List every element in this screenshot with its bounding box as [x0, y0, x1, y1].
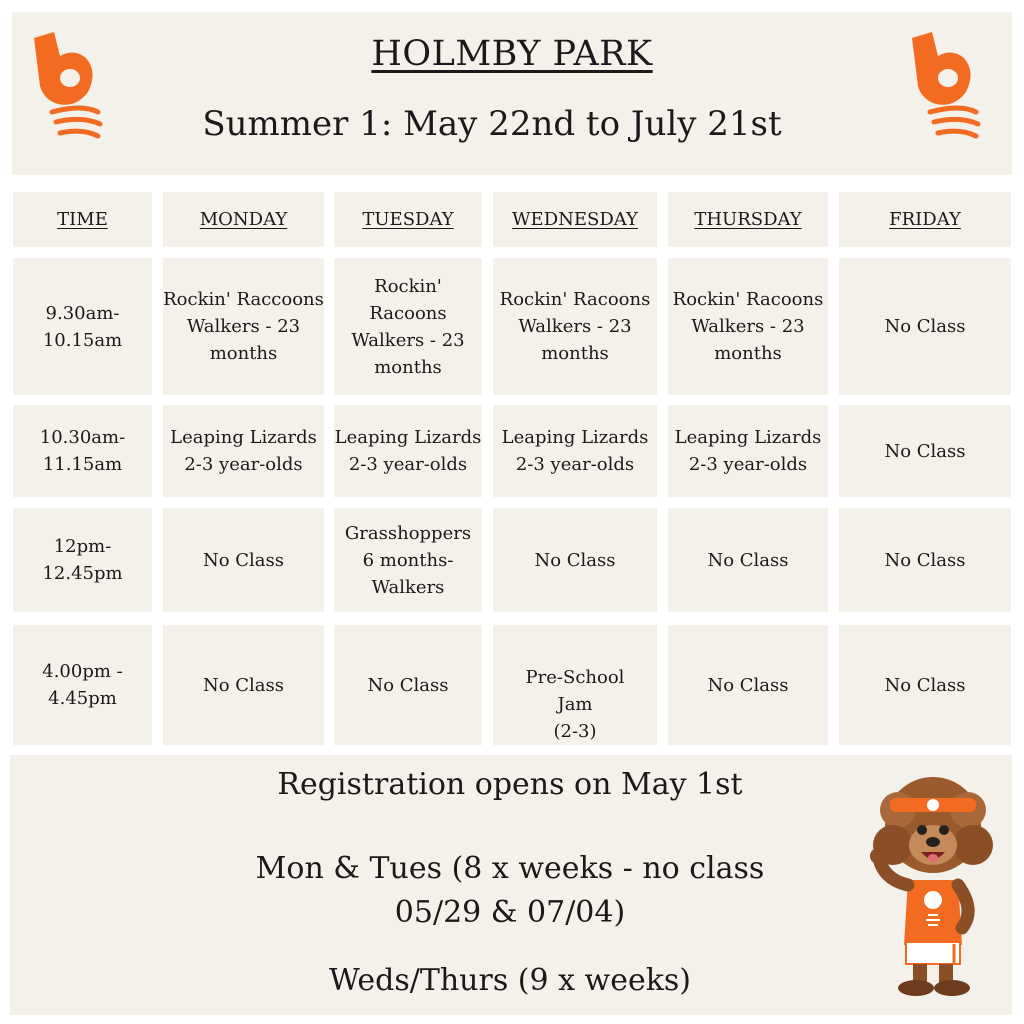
class-cell: No Class — [493, 508, 657, 612]
time-cell: 4.00pm - 4.45pm — [13, 625, 152, 745]
class-cell: Rockin' Racoons Walkers - 23 months — [668, 258, 828, 395]
class-cell: No Class — [839, 405, 1011, 497]
time-cell: 12pm- 12.45pm — [13, 508, 152, 612]
column-header-time: TIME — [13, 192, 152, 247]
dog-mascot-icon — [858, 770, 1008, 1000]
time-cell: 10.30am- 11.15am — [13, 405, 152, 497]
class-cell: Grasshoppers 6 months- Walkers — [334, 508, 482, 612]
b-logo-icon — [890, 16, 990, 146]
column-header-tuesday: TUESDAY — [334, 192, 482, 247]
class-cell: Leaping Lizards 2-3 year-olds — [334, 405, 482, 497]
b-logo-icon — [12, 16, 112, 146]
column-header-monday: MONDAY — [163, 192, 324, 247]
column-header-wednesday: WEDNESDAY — [493, 192, 657, 247]
class-cell: Rockin' Racoons Walkers - 23 months — [493, 258, 657, 395]
class-cell: No Class — [839, 508, 1011, 612]
time-cell: 9.30am- 10.15am — [13, 258, 152, 395]
class-cell: No Class — [839, 258, 1011, 395]
class-cell: Pre-School Jam (2-3) — [493, 625, 657, 745]
column-header-thursday: THURSDAY — [668, 192, 828, 247]
class-cell: Leaping Lizards 2-3 year-olds — [668, 405, 828, 497]
class-cell: Leaping Lizards 2-3 year-olds — [493, 405, 657, 497]
page-subtitle: Summer 1: May 22nd to July 21st — [202, 104, 782, 144]
class-cell: No Class — [163, 625, 324, 745]
header-panel — [12, 12, 1012, 175]
class-cell: No Class — [163, 508, 324, 612]
weds-thurs-text: Weds/Thurs (9 x weeks) — [328, 963, 692, 998]
class-cell: No Class — [334, 625, 482, 745]
class-cell: No Class — [668, 625, 828, 745]
class-cell: Rockin' Raccoons Walkers - 23 months — [163, 258, 324, 395]
column-header-friday: FRIDAY — [839, 192, 1011, 247]
class-cell: Rockin' Racoons Walkers - 23 months — [334, 258, 482, 395]
mon-tues-text: Mon & Tues (8 x weeks - no class 05/29 & 07/04) — [255, 851, 765, 930]
class-cell: Leaping Lizards 2-3 year-olds — [163, 405, 324, 497]
registration-text: Registration opens on May 1st — [277, 767, 743, 802]
class-cell: No Class — [668, 508, 828, 612]
class-cell: No Class — [839, 625, 1011, 745]
page-title: HOLMBY PARK — [371, 34, 653, 74]
